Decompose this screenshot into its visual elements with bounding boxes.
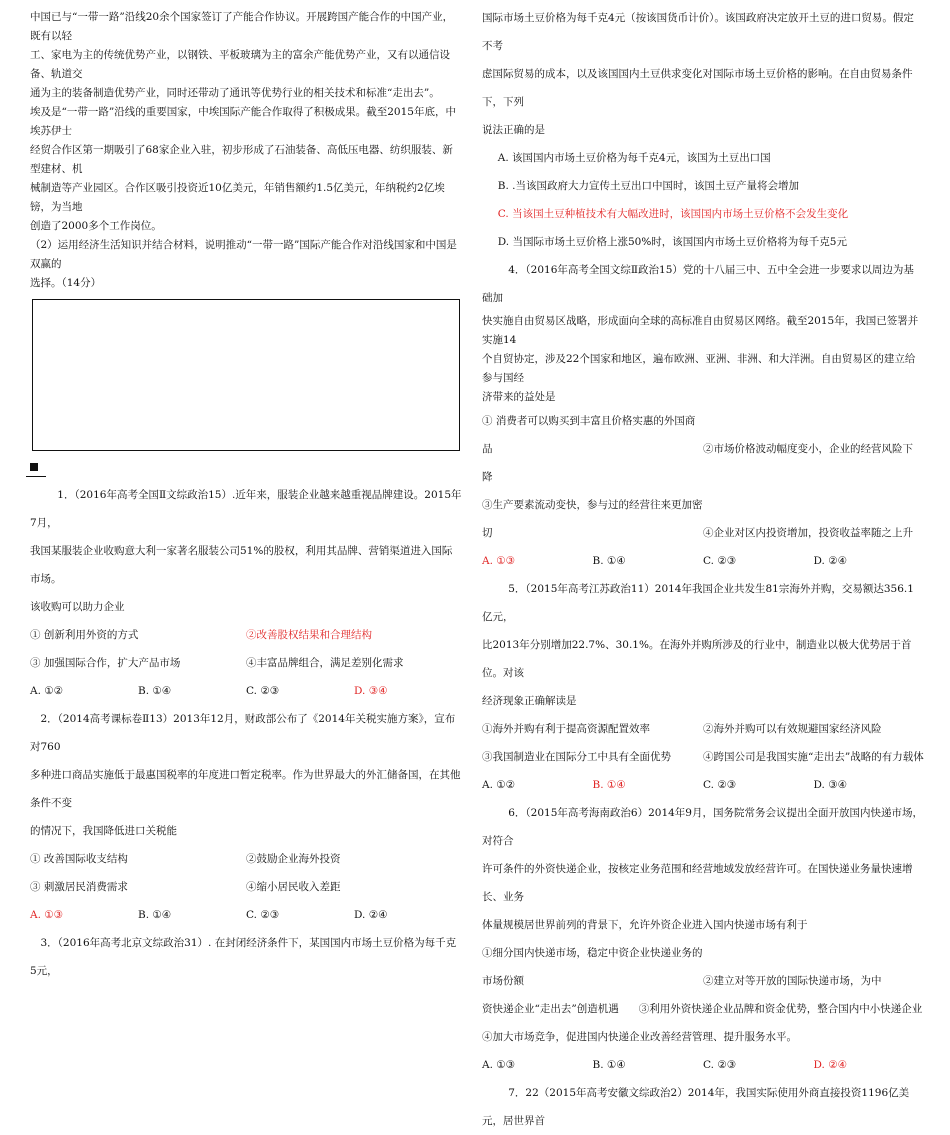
question-text: 许可条件的外资快递企业，按核定业务范围和经营地域发放经营许可。在国快递业务量快速增长、业务 bbox=[482, 863, 913, 903]
option: 资快递企业“走出去”创造机遇 bbox=[482, 1003, 619, 1015]
option: ④企业对区内投资增加，投资收益率随之上升 bbox=[703, 527, 913, 539]
question-text: 3．（2016年高考北京文综政治31）. 在封闭经济条件下，某国国内市场土豆价格为每千克5元， bbox=[30, 937, 457, 977]
question-text: 比2013年分别增加22.7%、30.1%。在海外并购所涉及的行业中，制造业以极大优势居于首位。对该 bbox=[482, 639, 912, 679]
choice: A. ①③ bbox=[482, 555, 516, 567]
option: ③利用外资快递企业品牌和资金优势，整合国内中小快递企业 bbox=[638, 1003, 923, 1015]
question-text: 我国某服装企业收购意大利一家著名服装公司51%的股权，利用其品牌、营销渠道进入国际市场。 bbox=[30, 545, 453, 585]
intro-line: 中国已与“一带一路”沿线20余个国家签订了产能合作协议。开展跨国产能合作的中国产业，既有以轻 bbox=[30, 11, 454, 42]
option: ④缩小居民收入差距 bbox=[246, 881, 341, 893]
choice-row bbox=[482, 1051, 924, 1079]
choice: C. ②③ bbox=[703, 555, 737, 567]
question-text: 个自贸协定，涉及22个国家和地区，遍布欧洲、亚洲、非洲、和大洋洲。自由贸易区的建立给参与国经 bbox=[482, 353, 916, 384]
option-row bbox=[30, 621, 462, 649]
intro-line: 创造了2000多个工作岗位。 bbox=[30, 220, 162, 232]
option: ③ 刺激居民消费需求 bbox=[30, 881, 128, 893]
left-column bbox=[30, 0, 462, 985]
option: ①海外并购有利于提高资源配置效率 bbox=[482, 723, 650, 735]
choice: A. ①② bbox=[30, 685, 64, 697]
option-row bbox=[482, 491, 924, 547]
option: ③ 加强国际合作，扩大产品市场 bbox=[30, 657, 181, 669]
choice: D. ②④ bbox=[813, 555, 848, 567]
choice: A. ①③ bbox=[30, 909, 64, 921]
question-text: 7．22（2015年高考安徽文综政治2）2014年，我国实际使用外商直接投资1196亿美元，居世界首 bbox=[482, 1087, 910, 1127]
question-5 bbox=[482, 575, 924, 799]
option-row bbox=[482, 715, 924, 743]
option: ②建立对等开放的国际快递市场，为中 bbox=[703, 975, 882, 987]
choice: C. ②③ bbox=[703, 779, 737, 791]
question-text: 该收购可以助力企业 bbox=[30, 601, 125, 613]
section-marker bbox=[30, 463, 38, 471]
question-text: 国际市场土豆价格为每千克4元（按该国货币计价）。该国政府决定放开土豆的进口贸易。假定不考 bbox=[482, 12, 914, 52]
option-row bbox=[30, 873, 462, 901]
question-text: 的情况下，我国降低进口关税能 bbox=[30, 825, 177, 837]
question-text: 5．（2015年高考江苏政治11）2014年我国企业共发生81宗海外并购，交易额达356.1亿元， bbox=[482, 583, 914, 623]
question-6 bbox=[482, 799, 924, 1135]
question-text: 快实施自由贸易区战略，形成面向全球的高标准自由贸易区网络。截至2015年，我国已签署并实施14 bbox=[482, 315, 919, 346]
choice: A. ①③ bbox=[482, 1059, 516, 1071]
option: 降 bbox=[482, 471, 493, 483]
option: D. 当国际市场土豆价格上涨50%时，该国国内市场土豆价格将为每千克5元 bbox=[497, 236, 847, 248]
choice: D. ③④ bbox=[813, 779, 848, 791]
option: A. 该国国内市场土豆价格为每千克4元，该国为土豆出口国 bbox=[497, 152, 771, 164]
option: ③生产要素流动变快，参与过的经营往来更加密切 bbox=[482, 499, 703, 539]
question-text: 1．（2016年高考全国Ⅱ文综政治15）.近年来，服装企业越来越重视品牌建设。2015年7月， bbox=[30, 489, 462, 529]
option: ③我国制造业在国际分工中具有全面优势 bbox=[482, 751, 671, 763]
option: ① 改善国际收支结构 bbox=[30, 853, 128, 865]
choice-row bbox=[482, 771, 924, 799]
option: ②海外并购可以有效规避国家经济风险 bbox=[703, 723, 882, 735]
question-text: 济带来的益处是 bbox=[482, 391, 556, 403]
question-text: 经济现象正确解读是 bbox=[482, 695, 577, 707]
choice-row bbox=[30, 677, 462, 705]
option-row bbox=[482, 995, 924, 1023]
option: B. .当该国政府大力宣传土豆出口中国时，该国土豆产量将会增加 bbox=[497, 180, 799, 192]
intro-line: 工、家电为主的传统优势产业，以钢铁、平板玻璃为主的富余产能优势产业，又有以通信设备、轨道交 bbox=[30, 49, 450, 80]
choice: D. ②④ bbox=[354, 909, 388, 921]
option: ②改善股权结果和合理结构 bbox=[246, 629, 372, 641]
question-3-continued bbox=[482, 4, 924, 256]
question-prompt: 选择。（14分） bbox=[30, 277, 102, 289]
choice: B. ①④ bbox=[592, 555, 626, 567]
choice: D. ②④ bbox=[813, 1059, 848, 1071]
question-text: 4．（2016年高考全国文综Ⅱ政治15）党的十八届三中、五中全会进一步要求以周边为基础加 bbox=[482, 264, 914, 304]
question-text: 6．（2015年高考海南政治6）2014年9月，国务院常务会议提出全面开放国内快递市场，对符合 bbox=[482, 807, 923, 847]
choice: C. ②③ bbox=[246, 909, 280, 921]
intro-line: 经贸合作区第一期吸引了68家企业入驻，初步形成了石油装备、高低压电器、纺织服装、新型建材、机 bbox=[30, 144, 453, 175]
question-text: 说法正确的是 bbox=[482, 124, 545, 136]
question-prompt: （2）运用经济生活知识并结合材料，说明推动“一带一路”国际产能合作对沿线国家和中国是双赢的 bbox=[30, 239, 457, 270]
option-row bbox=[30, 649, 462, 677]
option: ① 创新利用外资的方式 bbox=[30, 629, 139, 641]
choice-row bbox=[482, 547, 924, 575]
choice: C. ②③ bbox=[246, 685, 280, 697]
choice-row bbox=[30, 901, 462, 929]
divider bbox=[26, 476, 46, 477]
option-row bbox=[482, 407, 924, 463]
question-text: 虑国际贸易的成本，以及该国国内土豆供求变化对国际市场土豆价格的影响。在自由贸易条件下，下列 bbox=[482, 68, 913, 108]
intro-line: 械制造等产业园区。合作区吸引投资近10亿美元，年销售额约1.5亿美元，年纳税约2亿埃镑，为当地 bbox=[30, 182, 445, 213]
question-4 bbox=[482, 256, 924, 575]
question-text: 体量规模居世界前列的背景下，允许外资企业进入国内快递市场有利于 bbox=[482, 919, 808, 931]
question-text: 2．（2014高考课标卷Ⅱ13）2013年12月，财政部公布了《2014年关税实施方案》，宣布对760 bbox=[30, 713, 456, 753]
question-2 bbox=[30, 705, 462, 985]
intro-paragraph bbox=[30, 8, 462, 293]
option-row bbox=[482, 939, 924, 995]
option: C. 当该国土豆种植技术有大幅改进时，该国国内市场土豆价格不会发生变化 bbox=[497, 208, 849, 220]
intro-line: 通为主的装备制造优势产业，同时还带动了通讯等优势行业的相关技术和标准“走出去”。 bbox=[30, 87, 440, 99]
option: ④跨国公司是我国实施“走出去”战略的有力载体 bbox=[703, 751, 924, 763]
option: ④加大市场竞争，促进国内快递企业改善经营管理、提升服务水平。 bbox=[482, 1031, 797, 1043]
option: ① 消费者可以购买到丰富且价格实惠的外国商品 bbox=[482, 415, 696, 455]
question-text: 多种进口商品实施低于最惠国税率的年度进口暂定税率。作为世界最大的外汇储备国，在其他条件不变 bbox=[30, 769, 461, 809]
option: ④丰富品牌组合，满足差别化需求 bbox=[246, 657, 404, 669]
answer-box[interactable] bbox=[32, 299, 460, 451]
choice: B. ①④ bbox=[592, 1059, 626, 1071]
choice: D. ③④ bbox=[354, 685, 388, 697]
question-1 bbox=[30, 481, 462, 705]
choice: C. ②③ bbox=[703, 1059, 737, 1071]
intro-line: 埃及是“一带一路”沿线的重要国家，中埃国际产能合作取得了积极成果。截至2015年底，中埃苏伊士 bbox=[30, 106, 456, 137]
option: ①细分国内快递市场，稳定中资企业快递业务的市场份额 bbox=[482, 947, 703, 987]
option-row bbox=[30, 845, 462, 873]
option: ②鼓励企业海外投资 bbox=[246, 853, 341, 865]
choice: B. ①④ bbox=[138, 685, 172, 697]
option: ②市场价格波动幅度变小，企业的经营风险下 bbox=[703, 443, 913, 455]
option-row bbox=[482, 743, 924, 771]
choice: A. ①② bbox=[482, 779, 516, 791]
choice: B. ①④ bbox=[592, 779, 626, 791]
choice: B. ①④ bbox=[138, 909, 172, 921]
right-column bbox=[482, 4, 924, 1135]
